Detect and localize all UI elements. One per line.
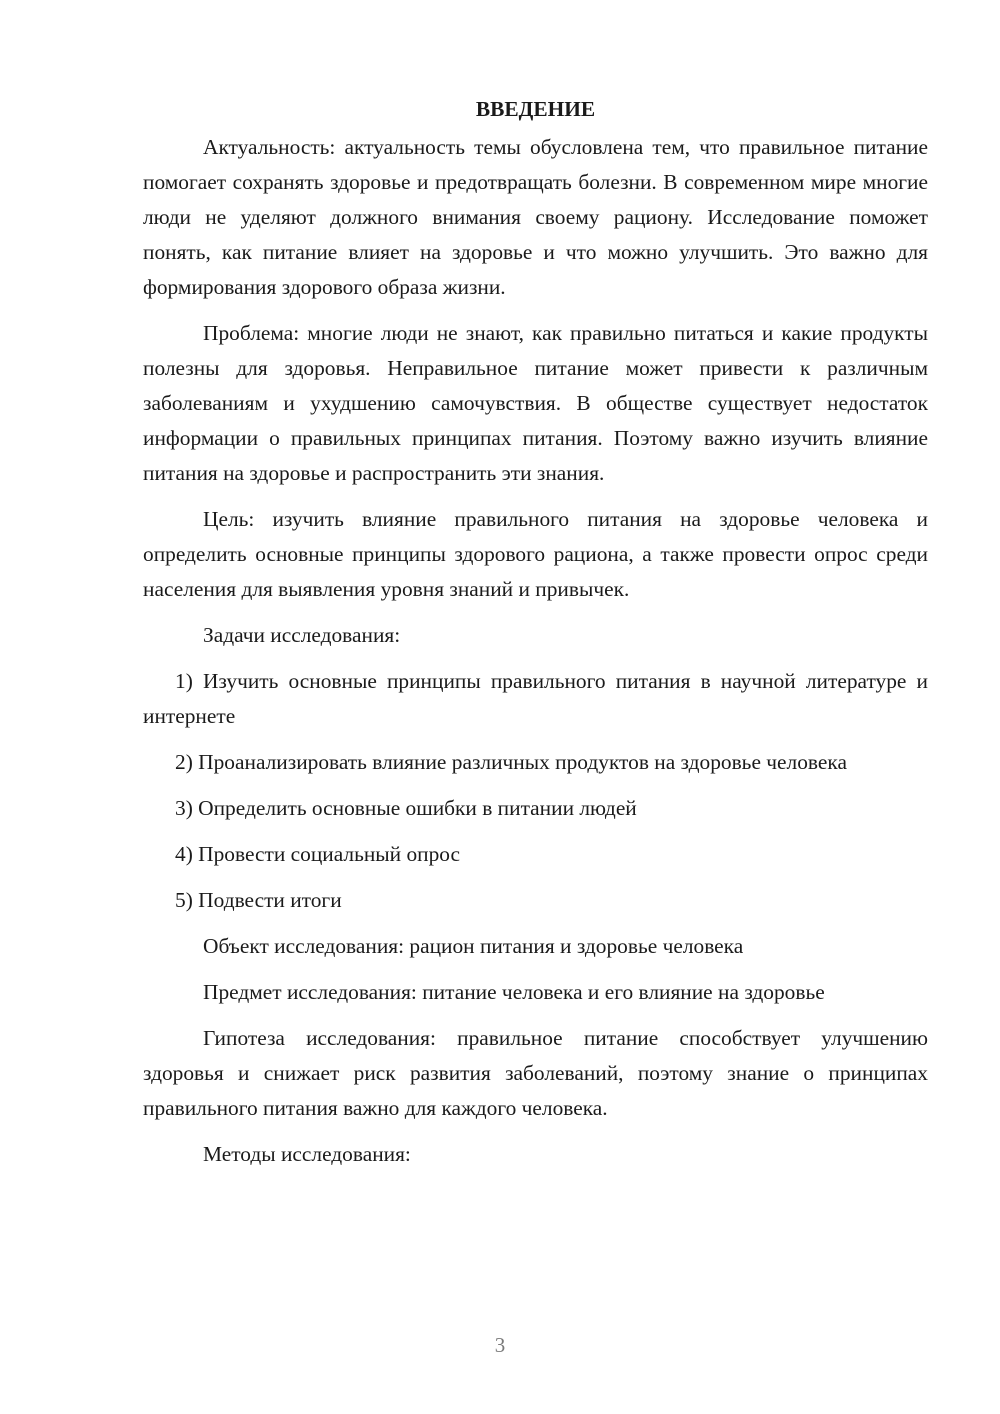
paragraph-methods: Методы исследования: [203,1142,411,1166]
paragraph-relevance: Актуальность: актуальность темы обусловлена тем, что правильное питание помогает сохранять здоровье и предотвращать болезни. В современном мире многие люди не уделяют должного внимания своему рациону. Исследование поможет понять, как питание влияет на здоровье и что можно улучшить. Это важно для формирования здорового образа жизни. [143,135,928,299]
task-item-1: 1) Изучить основные принципы правильного питания в научной литературе и интернете [143,669,928,728]
paragraph-goal: Цель: изучить влияние правильного питания на здоровье человека и определить основные принципы здорового рациона, а также провести опрос среди населения для выявления уровня знаний и привычек. [143,507,928,601]
task-item-5: 5) Подвести итоги [175,888,342,912]
paragraph-hypothesis: Гипотеза исследования: правильное питание способствует улучшению здоровья и снижает риск развития заболеваний, поэтому знание о принципах правильного питания важно для каждого человека. [143,1026,928,1120]
task-item-4: 4) Провести социальный опрос [175,842,461,866]
paragraph-object: Объект исследования: рацион питания и здоровье человека [203,934,744,958]
paragraph-problem: Проблема: многие люди не знают, как правильно питаться и какие продукты полезны для здоровья. Неправильное питание может привести к различным заболеваниям и ухудшению самочувствия. В обществе существует недостаток информации о правильных принципах питания. Поэтому важно изучить влияние питания на здоровье и распространить эти знания. [143,321,928,485]
task-item-2: 2) Проанализировать влияние различных продуктов на здоровье человека [175,750,847,774]
paragraph-tasks-title: Задачи исследования: [203,623,401,647]
document-body [143,92,928,1183]
paragraph-subject: Предмет исследования: питание человека и его влияние на здоровье [203,980,825,1004]
section-heading: ВВЕДЕНИЕ [475,97,596,121]
page-number: 3 [494,1333,506,1357]
task-item-3: 3) Определить основные ошибки в питании людей [175,796,637,820]
